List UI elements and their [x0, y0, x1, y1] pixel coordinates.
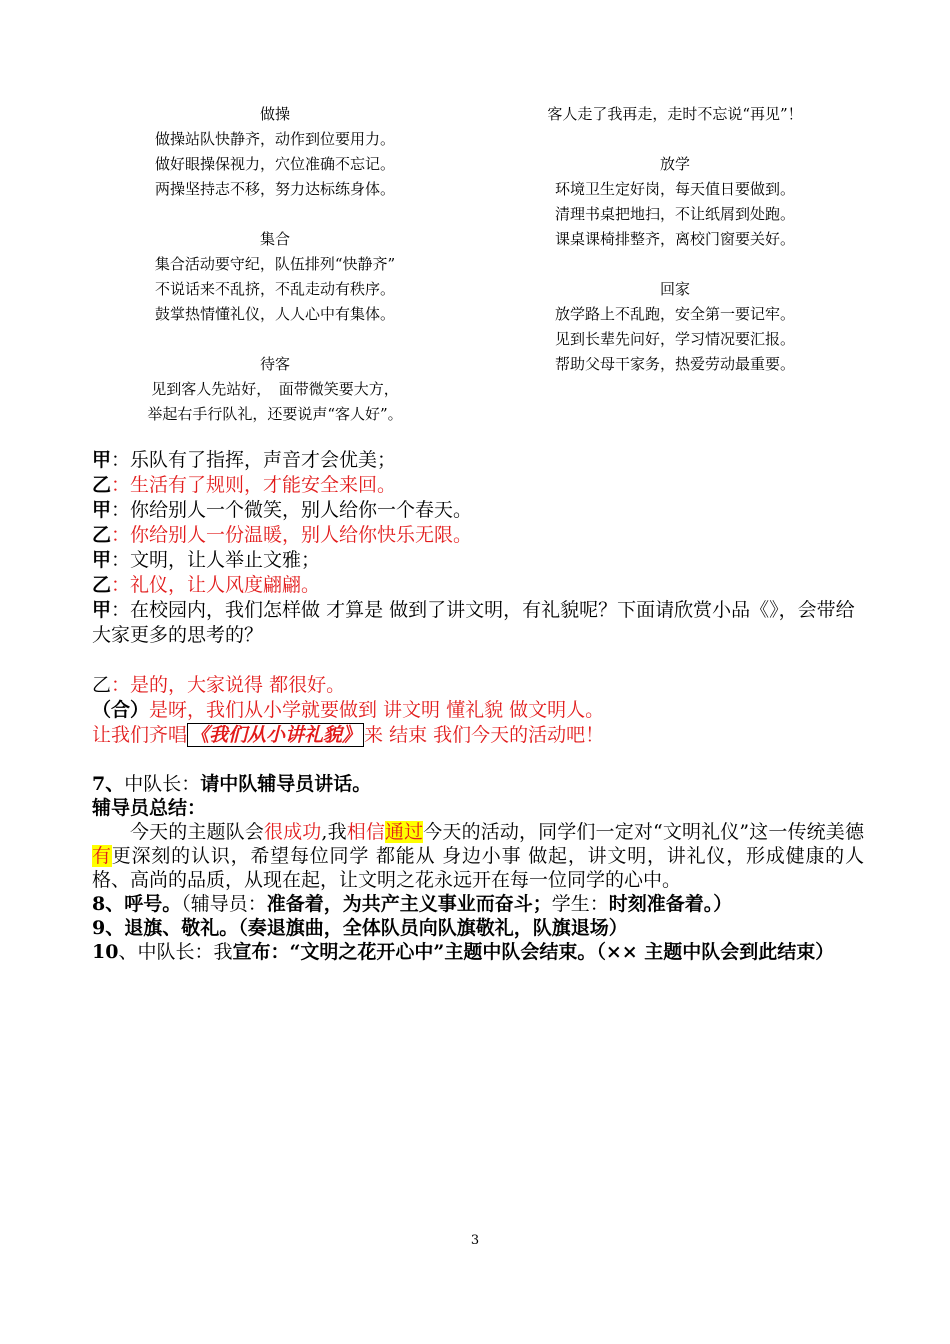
speaker-yi: 乙 [92, 574, 112, 596]
poem-line: 两操坚持志不移，努力达标练身体。 [154, 180, 395, 198]
dialog-text: 你给别人一份温暖，别人给你快乐无限。 [130, 524, 473, 546]
dialog-text: 让我们齐唱 [92, 724, 188, 746]
text-run-bold: 宣布：“文明之花开心中”主题中队会结束。（×× 主题中队会到此结束） [232, 941, 835, 963]
speaker-colon: ： [111, 549, 131, 571]
text-run-highlight: 有 [92, 845, 112, 867]
text-run-highlight: 通过 [385, 821, 424, 843]
section-7 [92, 772, 864, 796]
speaker-together: （合） [92, 699, 150, 721]
poem-title: 做操 [259, 105, 290, 123]
poem-title: 待客 [259, 355, 290, 373]
speaker-colon: ： [111, 574, 131, 596]
poem-continuation [500, 102, 850, 127]
poem-line: 见到客人先站好， 面带微笑要大方， [151, 380, 399, 398]
poem-line: 做操站队快静齐，动作到位要用力。 [154, 130, 395, 148]
poem-line: 放学路上不乱跑，安全第一要记牢。 [554, 305, 795, 323]
text-run: 今天的活动，同学们一定对“文明礼仪”这一传统美德 [423, 821, 864, 843]
poem-block-huijia [500, 277, 850, 377]
text-run-bold: 时刻准备着。） [608, 893, 733, 915]
dialog-line [92, 673, 872, 698]
dialog-line [92, 498, 872, 523]
poem-line: 不说话来不乱挤，不乱走动有秩序。 [154, 280, 395, 298]
poem-right-column [500, 102, 850, 402]
speaker-colon: ： [111, 499, 131, 521]
poem-title: 集合 [259, 230, 290, 248]
dialog-line [92, 548, 872, 573]
poem-title: 回家 [659, 280, 690, 298]
speaker-colon: ： [111, 524, 131, 546]
poem-line: 举起右手行队礼，还要说声“客人好”。 [147, 405, 403, 423]
dialog-line [92, 723, 872, 748]
section-9: 9、退旗、敬礼。（奏退旗曲，全体队员向队旗敬礼，队旗退场） [92, 917, 628, 939]
speaker-jia: 甲 [92, 499, 112, 521]
song-title-box: 《我们从小讲礼貌》 [187, 723, 364, 747]
poem-line: 集合活动要守纪，队伍排列“快静齐” [154, 255, 396, 273]
dialog-section [92, 448, 872, 748]
dialog-line [92, 473, 872, 498]
section-8 [92, 892, 864, 916]
poem-line: 环境卫生定好岗，每天值日要做到。 [554, 180, 795, 198]
text-run-red: 相信 [346, 821, 386, 843]
section-number: 7、 [92, 773, 125, 795]
speaker-colon: ： [111, 599, 131, 621]
speaker-yi: 乙 [92, 674, 112, 696]
text-run: 更深刻的认识，希望每位同学 都能从 身边小事 做起，讲文明，讲礼仪，形成健康的人格、高尚的品质，从现在起，让文明之花永远开在每一位同学的心中。 [92, 845, 864, 891]
speaker-jia: 甲 [92, 599, 112, 621]
speaker-jia: 甲 [92, 549, 112, 571]
dialog-line [92, 573, 872, 598]
dialog-text: 是的，大家说得 都很好。 [130, 674, 346, 696]
dialog-text: 生活有了规则，才能安全来回。 [130, 474, 397, 496]
poem-block-fangxue [500, 152, 850, 252]
dialog-text: 来 结束 我们今天的活动吧！ [364, 724, 605, 746]
page-number: 3 [470, 1233, 480, 1248]
poem-line: 帮助父母干家务，热爱劳动最重要。 [554, 355, 795, 373]
poem-title: 放学 [659, 155, 690, 173]
speaker-jia: 甲 [92, 449, 112, 471]
poem-line: 清理书桌把地扫，不让纸屑到处跑。 [554, 205, 795, 223]
speaker-colon: ： [111, 674, 131, 696]
dialog-text: 文明，让人举止文雅； [130, 549, 321, 571]
poem-block-daike [110, 352, 440, 427]
poem-line: 做好眼操保视力，穴位准确不忘记。 [154, 155, 395, 173]
text-run: 今天的主题队会 [130, 821, 264, 843]
poem-line: 鼓掌热情懂礼仪，人人心中有集体。 [154, 305, 395, 323]
section-role: 中队长： [124, 773, 201, 795]
poem-block-jihe [110, 227, 440, 327]
poem-line: 课桌课椅排整齐，离校门窗要关好。 [554, 230, 795, 248]
speaker-colon: ： [111, 474, 131, 496]
dialog-line [92, 698, 872, 723]
dialog-text: 是呀，我们从小学就要做到 讲文明 懂礼貌 做文明人。 [149, 699, 605, 721]
speaker-colon: ： [111, 449, 131, 471]
dialog-text: 礼仪，让人风度翩翩。 [130, 574, 321, 596]
text-run: 、中队长：我 [118, 941, 233, 963]
section-number: 10 [92, 941, 119, 963]
poem-line: 见到长辈先问好，学习情况要汇报。 [554, 330, 795, 348]
blank-line [92, 648, 872, 673]
summary-paragraph [92, 820, 864, 892]
dialog-line [92, 523, 872, 548]
dialog-line [92, 448, 872, 473]
summary-section [92, 772, 864, 964]
dialog-text: 乐队有了指挥，声音才会优美； [130, 449, 397, 471]
text-run-bold: 准备着，为共产主义事业而奋斗； [266, 893, 552, 915]
speaker-yi: 乙 [92, 474, 112, 496]
section-title: 呼号。 [124, 893, 182, 915]
dialog-text: 你给别人一个微笑，别人给你一个春天。 [130, 499, 473, 521]
section-number: 8、 [92, 893, 125, 915]
poem-block-zuocao [110, 102, 440, 202]
text-run: （辅导员： [181, 893, 267, 915]
text-run: ,我 [321, 821, 347, 843]
poem-line: 客人走了我再走，走时不忘说“再见”！ [547, 105, 803, 123]
poem-left-column [110, 102, 440, 452]
text-run: 学生： [551, 893, 609, 915]
dialog-text: 在校园内，我们怎样做 才算是 做到了讲文明，有礼貌呢？下面请欣赏小品《》，会带给大家更多的思考的？ [92, 599, 855, 646]
section-text: 请中队辅导员讲话。 [200, 773, 372, 795]
dialog-line [92, 598, 872, 648]
speaker-yi: 乙 [92, 524, 112, 546]
text-run-red: 很成功 [263, 821, 322, 843]
summary-heading: 辅导员总结： [92, 797, 207, 819]
section-10 [92, 940, 864, 964]
